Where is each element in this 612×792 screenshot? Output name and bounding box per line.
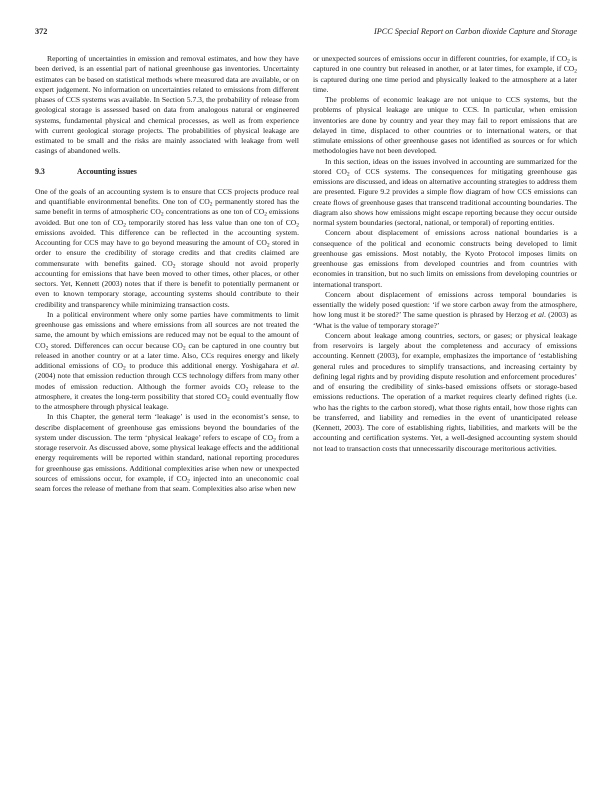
right-column [313, 54, 577, 454]
paragraph-section-summary: In this section, ideas on the issues involved in accounting are summarized for the stored $CO_2$ of CCS systems. The consequences for mitigating greenhouse gas emissions are discussed, and ideas on alternative accounting strategies to address them are presented. Figure 9.2 provides a simple flow diagram of how CCS emissions can create flows of greenhouse gases that transcend traditional accounting boundaries. The diagram also shows how emissions might escape reporting because they occur outside normal system boundaries (sectoral, national, or temporal) of reporting entities. [313, 156, 577, 227]
running-title: IPCC Special Report on Carbon dioxide Capture and Storage [374, 27, 577, 36]
paragraph-national-boundaries: Concern about displacement of emissions across national boundaries is a consequence of the political and economic constructs being developed to limit greenhouse gas emissions. Most notably, the Kyoto Protocol imposes limits on greenhouse gas emissions from developed countries and from countries with economies in transition, but no such limits on emissions from developing countries or international transport. [313, 228, 577, 289]
section-heading [35, 167, 299, 177]
page-header [35, 27, 577, 41]
paragraph-leakage-definition: In this Chapter, the general term ‘leakage’ is used in the economist’s sense, to describe displacement of greenhouse gas emissions beyond the boundaries of the system under discussion. The term ‘physical leakage’ refers to escape of $CO_2$ from a storage reservoir. As discussed above, some physical leakage effects and the additional energy requirements will be reported within standard, national reporting procedures for greenhouse gas emissions. Additional complexities arise when new or unexpected sources of emissions occur, for example, if $CO_2$ injected into an uneconomic coal seam forces the release of methane from that seam. Complexities also arise when new [35, 412, 299, 493]
left-column [35, 54, 299, 494]
paragraph-political-environment: In a political environment where only some parties have commitments to limit greenhouse gas emissions and where emissions from all sources are not treated the same, the amount by which emissions are reduced may not be equal to the amount of $CO_2$ stored. Differences can occur because $CO_2$ can be captured in one country but released in another country or at a later time. Also, CCs requires energy and likely additional emissions of $CO_2$ to produce this additional energy. Yoshigahara et al. (2004) note that emission reduction through CCS technology differs from many other modes of emission reduction. Although the former avoids $CO_2$ release to the atmosphere, it creates the long-term possibility that stored $CO_2$ could eventually flow to the atmosphere through physical leakage. [35, 309, 299, 411]
paragraph-leakage-concern: Concern about leakage among countries, sectors, or gases; or physical leakage from reservoirs is largely about the completeness and accuracy of emissions accounting. Kennett (2003), for example, emphasizes the importance of ‘establishing general rules and procedures to simplify transactions, and increasing certainty by defining legal rights and by providing dispute resolution and enforcement procedures’ and of ensuring the credibility of sinks-based emissions offsets or storage-based emissions reductions. The operation of a market requires clearly defined rights (i.e. who has the rights to the carbon stored), what those rights entail, how those rights can be transferred, and liability and remedies in the event of unanticipated release (Kennett, 2003). The core of establishing rights, liabilities, and markets will be the accounting and certification systems. Yet, a well-designed accounting system should not lead to transaction costs that unnecessarily discourage meritorious activities. [313, 330, 577, 453]
paragraph-uncertainties: Reporting of uncertainties in emission and removal estimates, and how they have been derived, is an essential part of national greenhouse gas inventories. Uncertainty estimates can be based on statistical methods where measured data are available, or on expert judgement. No information on uncertainties related to emissions from different phases of CCS systems was available. In Section 5.7.3, the probability of release from geological storage is assessed based on data from analogous natural or engineered systems, fundamental physical and chemical processes, as well as from experience with current geological storage projects. The probabilities of physical leakage are estimated to be small and the risks are mainly associated with leakage from well casings of abandoned wells. [35, 54, 299, 156]
section-number: 9.3 [35, 166, 45, 176]
page-number: 372 [35, 27, 48, 36]
paragraph-temporal-boundaries: Concern about displacement of emissions across temporal boundaries is essentially the widely posed question: ‘if we store carbon away from the atmosphere, how long must it be stored?’ The same question is phrased by Herzog et al. (2003) as ‘What is the value of temporary storage?’ [313, 289, 577, 330]
section-title: Accounting issues [77, 166, 137, 176]
paragraph-accounting-goals: One of the goals of an accounting system is to ensure that CCS projects produce real and quantifiable environmental benefits. One ton of $CO_2$ permanently stored has the same benefit in terms of atmospheric $CO_2$ concentrations as one ton of $CO_2$ emissions avoided. But one ton of $CO_2$ temporarily stored has less value than one ton of $CO_2$ emissions avoided. This difference can be reflected in the accounting system. Accounting for CCS may have to go beyond measuring the amount of $CO_2$ stored in order to ensure the credibility of storage credits and that credits claimed are commensurate with benefits gained. $CO_2$ storage should not avoid properly accounting for emissions that have been moved to other times, other places, or other sectors. Yet, Kennett (2003) notes that if there is benefit to potentially permanent or even to known temporary storage, accounting systems should contribute to their credibility and transparency while minimizing transaction costs. [35, 186, 299, 309]
paragraph-economic-leakage: The problems of economic leakage are not unique to CCS systems, but the problems of physical leakage are unique to CCS. In particular, when emission inventories are done by country and year they may fail to report emissions that are delayed in time, displaced to other countries or to international waters, or that stimulate emissions of other greenhouse gases not identified as sources or for which methodologies have not been developed. [313, 95, 577, 156]
paragraph-continued: or unexpected sources of emissions occur in different countries, for example, if $CO_2$ is captured in one country but released in another, or at later times, for example, if $CO_2$ is captured during one time period and physically leaked to the atmosphere at a later time. [313, 54, 577, 94]
